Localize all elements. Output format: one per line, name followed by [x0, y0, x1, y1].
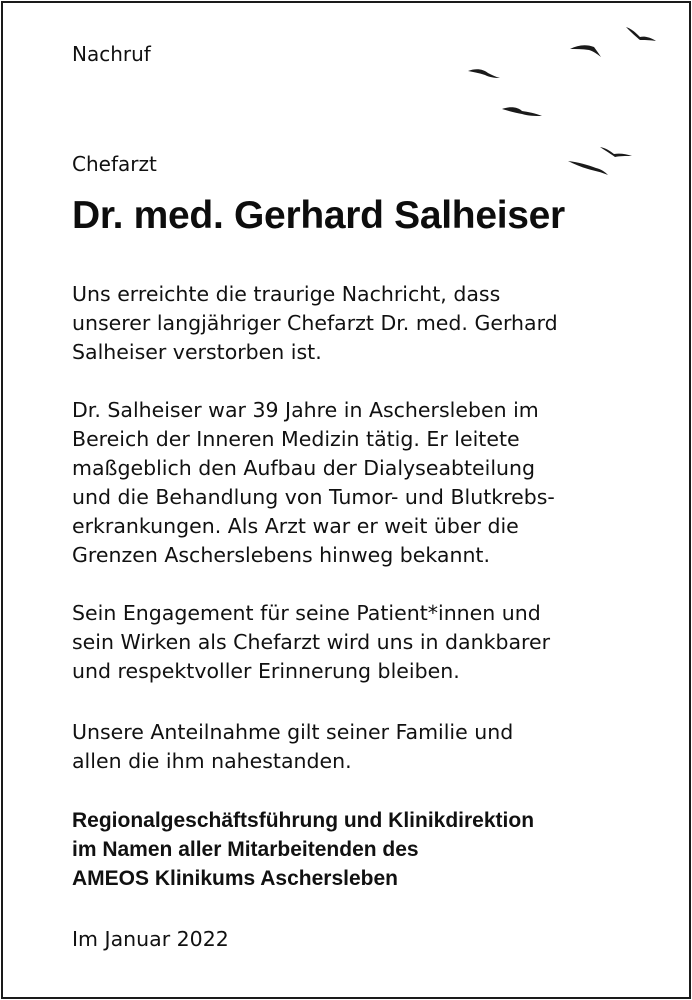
- obituary-paragraph-2: [72, 396, 672, 570]
- paragraph-line: Salheiser verstorben ist.: [72, 340, 322, 364]
- flying-birds-icon: [460, 15, 660, 185]
- paragraph-line: Uns erreichte die traurige Nachricht, dass: [72, 282, 501, 306]
- signature-line: Regionalgeschäftsführung und Klinikdirektion: [72, 809, 535, 832]
- paragraph-line: und respektvoller Erinnerung bleiben.: [72, 659, 460, 683]
- kicker-label: Nachruf: [72, 42, 151, 66]
- position-label: Chefarzt: [72, 152, 157, 176]
- paragraph-line: Sein Engagement für seine Patient*innen und: [72, 601, 541, 625]
- paragraph-line: unserer langjähriger Chefarzt Dr. med. Gerhard: [72, 311, 558, 335]
- paragraph-line: Dr. Salheiser war 39 Jahre in Aschersleben im: [72, 398, 539, 422]
- signature-line: AMEOS Klinikums Aschersleben: [72, 867, 398, 890]
- paragraph-line: maßgeblich den Aufbau der Dialyseabteilung: [72, 456, 536, 480]
- paragraph-line: allen die ihm nahestanden.: [72, 749, 352, 773]
- paragraph-line: Unsere Anteilnahme gilt seiner Familie und: [72, 720, 514, 744]
- paragraph-line: und die Behandlung von Tumor- und Blutkrebs-: [72, 485, 555, 509]
- obituary-paragraph-3: [72, 599, 672, 686]
- paragraph-line: Grenzen Ascherslebens hinweg bekannt.: [72, 543, 490, 567]
- obituary-paragraph-1: [72, 280, 672, 367]
- paragraph-line: Bereich der Inneren Medizin tätig. Er leitete: [72, 427, 520, 451]
- obituary-paragraph-4: [72, 718, 672, 776]
- signature-line: im Namen aller Mitarbeitenden des: [72, 838, 419, 861]
- deceased-name: Dr. med. Gerhard Salheiser: [72, 194, 565, 237]
- paragraph-line: erkrankungen. Als Arzt war er weit über die: [72, 514, 519, 538]
- date-line: Im Januar 2022: [72, 927, 229, 951]
- signature-block: [72, 806, 534, 893]
- paragraph-line: sein Wirken als Chefarzt wird uns in dankbarer: [72, 630, 551, 654]
